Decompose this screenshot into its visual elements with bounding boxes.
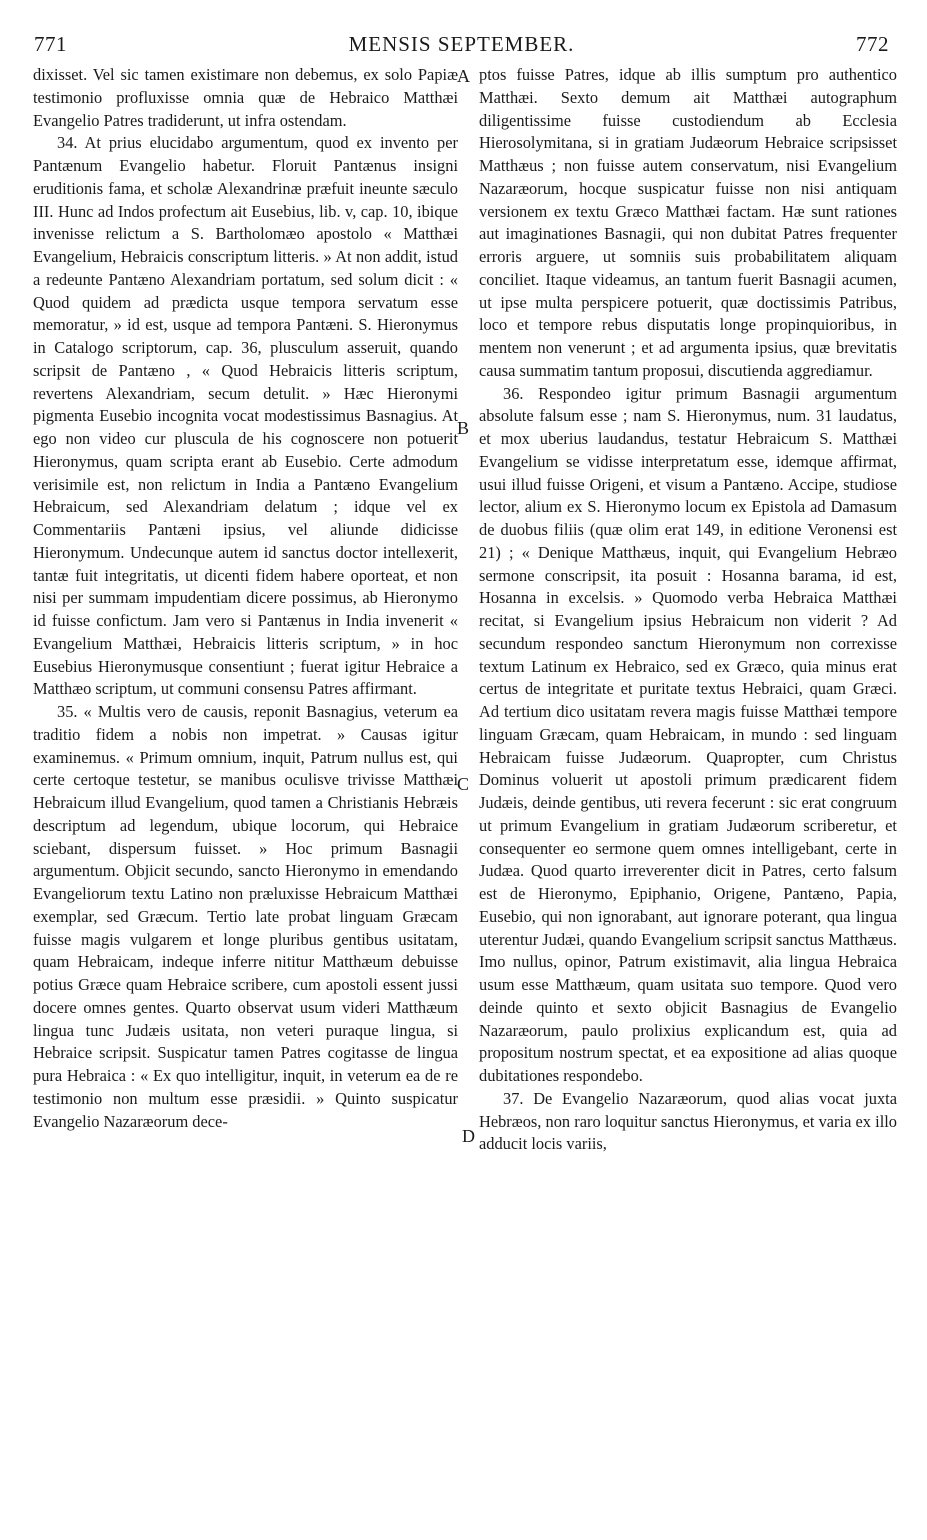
margin-marker-c: C [457,774,470,794]
margin-marker-a: A [457,66,470,86]
running-title: MENSIS SEPTEMBER. [348,32,575,56]
right-column [479,64,897,1156]
paragraph-37: 37. De Evangelio Nazaræorum, quod alias vocat juxta Hebræos, non raro loquitur sanctus Hieronymus, et varia ex illo adducit locis variis, [479,1088,897,1154]
paragraph-34: 34. At prius elucidabo argumentum, quod ex invento per Pantænum Evangelio habetur. Floruit Pantænus insigni eruditionis fama, et scholæ Alexandrinæ præfuit ineunte sæculo III. Hunc ad Indos profectum ait Eusebius, lib. v, cap. 10, ibique invenisse relictum a S. Bartholomæo apostolo « Matthæi Evangelium, Hebraicis conscriptum litteris. » At non addit, istud a redeunte Pantæno Alexandriam portatum, sed solum dicit : « Quod quidem ad prædicta usque tempora servatum esse memoratur, » id est, usque ad tempora Pantæni. S. Hieronymus in Catalogo scriptorum, cap. 36, plusculum asseruit, quando scripsit de Pantæno , « Quod Hebraicis litteris scriptum, revertens Alexandriam, secum detulit. » Hæc Hieronymi pigmenta Eusebio incognita vocat modestissimus Basnagius. At ego non video cur plusculа de his cognoscere non potuerit Hieronymus, quam scripta erant ab Eusebio. Certe admodum verisimile est, non relictum in India a Pantæno Evangelium Hebraicum, sed Alexandriam delatum ; idque vel ex Commentariis Pantæni ipsius, vel aliunde didicisse Hieronymum. Undecunque autem id sanctus doctor intellexerit, tantæ fuit integritatis, ut dicenti fidem habere oporteat, et non nisi per summam impudentiam dicere possimus, ab Hieronymo id fuisse confictum. Jam vero si Pantænus in India invenerit « Evangelium Matthæi, Hebraicis litteris scriptum, » in hoc Eusebius Hieronymusque consentiunt ; fuerat igitur Hebraice a Matthæo scriptum, ut communi consensu Patres affirmant. [33,133,458,699]
left-column [33,64,458,1133]
paragraph-36: 36. Respondeo igitur primum Basnagii argumentum absolute falsum esse ; nam S. Hieronymus, num. 31 laudatus, et mox uberius laudandus, testatur Hebraicum S. Matthæi Evangelium se vidisse interpretatum esse, idemque affirmat, usui illud fuisse Origeni, et visum a Pantæno. Accipe, studiose lector, alium ex S. Hieronymo locum ex Epistola ad Damasum de duobus filiis (quæ olim erat 149, in editione Veronensi est 21) ; « Denique Matthæus, inquit, qui Evangelium Hebræo sermone conscripsit, ita posuit : Hosanna barama, id est, Hosanna in excelsis. » Quomodo verba Hebraica Matthæi recitat, si Evangelium ipsius Hebraicum non viderit ? Ad secundum respondeo sanctum Hieronymum non correxisse textum Latinum ex Hebraico, sed ex Græco, quia minus erat certus de integritate et puritate textus Hebraici, quam Græci. Ad tertium dico usitatam revera magis fuisse Matthæi tempore linguam Græcam, quam Hebraicam, in mundo : sed linguam Hebraicam fuisse Judæorum. Quapropter, cum Christus Dominus voluerit ut apostoli primum prædicarent fidem Judæis, deinde gentibus, uti revera fecerunt : sic erat congruum ut primum Evangelium in gratiam Judæorum scriberetur, et consequenter eo sermone quem omnes intelligebant, certe in Judæa. Quod quarto irreverenter dicit in Patres, certo falsum est de Hieronymo, Epiphanio, Origene, Pantæno, Papia, Eusebio, qui non ignorabant, aut ignorare poterant, qua lingua uterentur Judæi, quando Evangelium scripsit sanctus Matthæus. Imo nullus, opinor, Patrum existimavit, alia lingua Hebraica usum esse Matthæum, quam usitata suo tempore. Quod vero deinde quinto et sexto objicit Basnagius de Evangelio Nazaræorum, paulo prolixius explicandum est, quia ad propositum nostrum spectat, et ea expositione ad alias quoque dubitationes respondebo. [479,383,897,1085]
page-number-left: 771 [34,32,67,56]
paragraph-33-end: dixisset. Vel sic tamen existimare non debemus, ex solo Papiæ testimonio profluxisse omnia quæ de Hebraico Matthæi Evangelio Patres tradiderunt, ut infra ostendam. [33,65,458,130]
page-number-right: 772 [856,32,889,56]
margin-marker-d: D [462,1126,475,1146]
paragraph-35-cont: ptos fuisse Patres, idque ab illis sumptum pro authentico Matthæi. Sexto demum ait Matthæi autographum diligentissime fuisse custodiendum ab Ecclesia Hierosolymitana, si in gratiam Judæorum Hebraice scripsisset Matthæus ; non fuisse autem conservatum, nisi Evangelium Nazaræorum, hocque suspicatur fuisse non nisi antiquam versionem ex textu Græco Matthæi factam. Hæ sunt rationes aut imaginationes Basnagii, qui non dubitat Patres frequenter erroris arguere, ut somniis suis probabilitatem aliquam conciliet. Itaque videamus, an tantum fuerit Basnagii acumen, ut ipse multa perspicere potuerit, quæ doctissimis Patribus, loco et tempore rebus disputatis longe propinquioribus, in mentem non venerunt ; et ad argumenta ipsius, quæ brevitatis causa summatim tantum proposui, discutienda aggrediamur. [479,65,897,380]
margin-marker-b: B [457,418,470,438]
paragraph-35: 35. « Multis vero de causis, reponit Basnagius, veterum ea traditio fidem a nobis non impetrat. » Causas igitur examinemus. « Primum omnium, inquit, Patrum nullus est, qui certe certoque testetur, se manibus oculisve trivisse Matthæi Hebraicum illud Evangelium, quod tamen a Christianis Hebræis descriptum ad legendum, ubique locorum, qui Hebraice sciebant, dispersum fuisset. » Hoc primum Basnagii argumentum. Objicit secundo, sancto Hieronymo in emendando Evangeliorum textu Latino non præluxisse Hebraicum Matthæi exemplar, sed Græcum. Tertio late probat linguam Græcam fuisse magis vulgarem et longe pluribus gentibus usitatam, quam Hebraicam, indeque inferre nititur Matthæum debuisse potius Græce quam Hebraice scribere, cum apostoli essent jussi docere omnes gentes. Quarto observat usum videri Matthæum lingua tunc Judæis usitata, non veteri puraque lingua, si Hebraice scripsit. Suspicatur tamen Patres cogitasse de lingua pura Hebraica : « Ex quo intelligitur, inquit, in veterum ea de re testimonio non multum esse præsidii. » Quinto suspicatur Evangelio Nazaræorum dece- [33,702,458,1131]
running-header [34,32,889,60]
